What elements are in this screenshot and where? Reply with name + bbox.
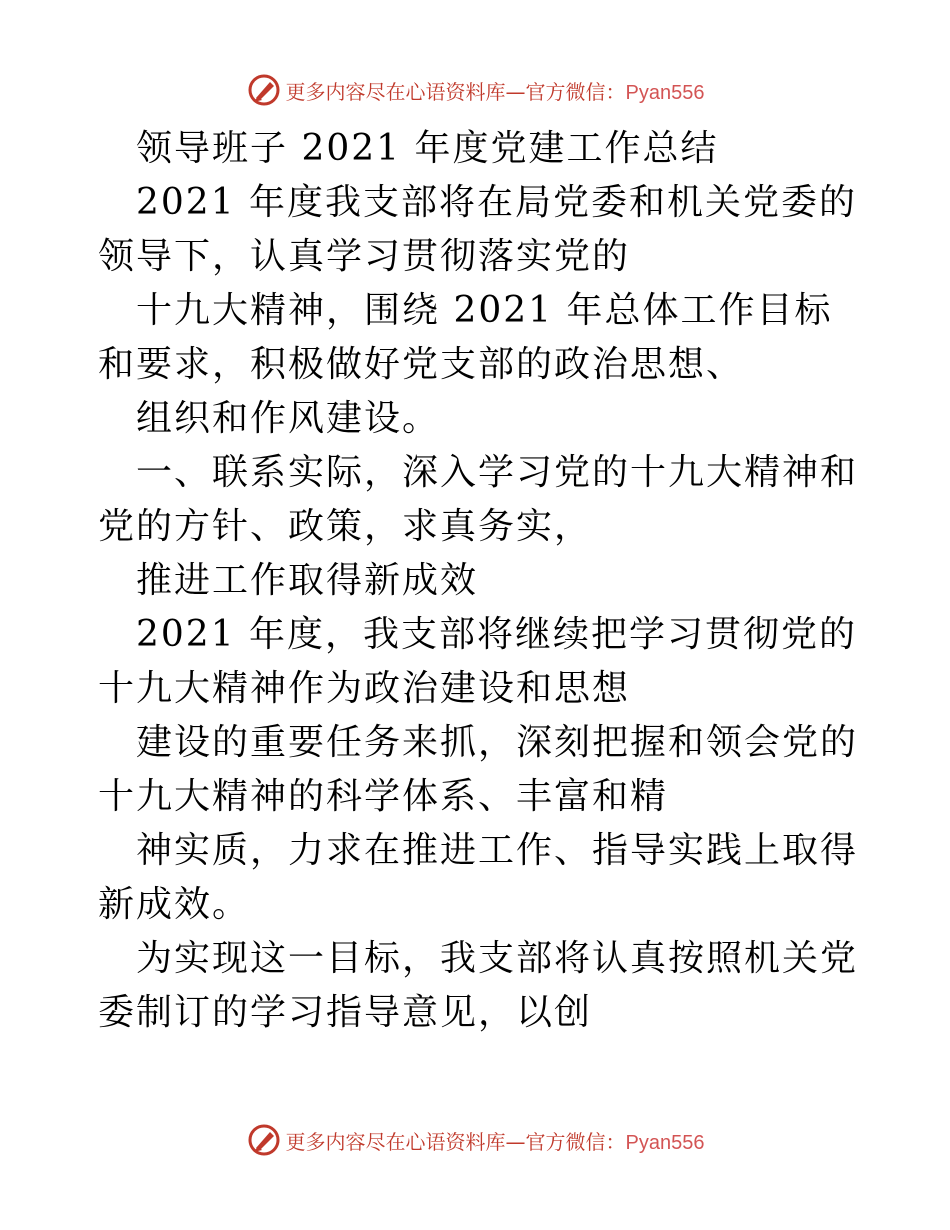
paragraph-1: 2021 年度我支部将在局党委和机关党委的领导下，认真学习贯彻落实党的 xyxy=(98,182,858,277)
banner-wechat-handle: Pyan556 xyxy=(625,81,705,104)
paragraph-7: 为实现这一目标，我支部将认真按照机关党委制订的学习指导意见，以创 xyxy=(98,938,859,1033)
footer-banner-content xyxy=(246,1122,705,1158)
paragraph-5: 建设的重要任务来抓，深刻把握和领会党的十九大精神的科学体系、丰富和精 xyxy=(98,722,859,817)
banner-separator: — xyxy=(505,1129,526,1154)
document-body xyxy=(98,122,858,1040)
pen-logo-icon xyxy=(246,72,282,108)
section-heading-1: 一、联系实际，深入学习党的十九大精神和党的方针、政策，求真务实， xyxy=(98,452,859,547)
banner-site-name: 更多内容尽在心语资料库 xyxy=(285,79,506,104)
footer-banner xyxy=(0,1120,950,1160)
footer-banner-text xyxy=(286,1126,705,1155)
paragraph-2: 十九大精神，围绕 2021 年总体工作目标和要求，积极做好党支部的政治思想、 xyxy=(98,290,833,385)
banner-separator: — xyxy=(505,79,526,104)
banner-wechat-label: 官方微信： xyxy=(525,1129,626,1154)
paragraph-4: 2021 年度，我支部将继续把学习贯彻党的十九大精神作为政治建设和思想 xyxy=(98,614,858,709)
banner-wechat-handle: Pyan556 xyxy=(625,1131,705,1154)
header-banner xyxy=(0,70,950,110)
pen-logo-icon xyxy=(246,1122,282,1158)
header-banner-content xyxy=(246,72,705,108)
banner-wechat-label: 官方微信： xyxy=(525,79,626,104)
header-banner-text xyxy=(286,76,705,105)
banner-site-name: 更多内容尽在心语资料库 xyxy=(285,1129,506,1154)
paragraph-3: 组织和作风建设。 xyxy=(136,398,441,439)
document-title: 领导班子 2021 年度党建工作总结 xyxy=(136,128,719,169)
section-heading-1-cont: 推进工作取得新成效 xyxy=(136,560,479,601)
paragraph-6: 神实质，力求在推进工作、指导实践上取得新成效。 xyxy=(98,830,859,925)
